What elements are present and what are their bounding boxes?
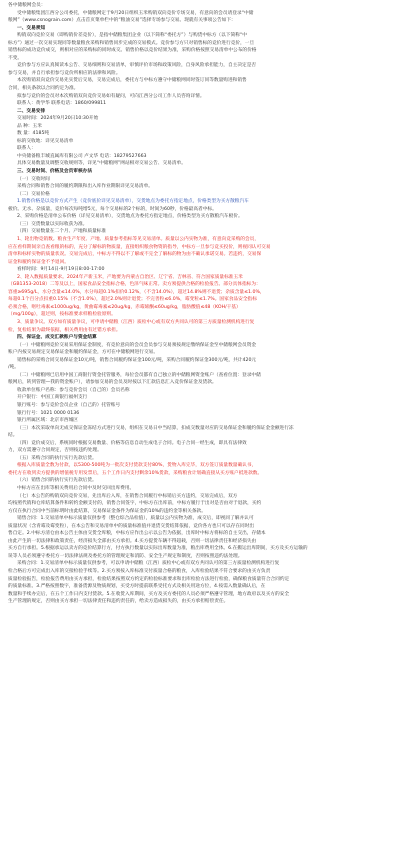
paragraph-line: 由此产生的一切法律和政策责任，经济损失全部由买方承担。4.买方提货车辆不得超载，否则一切法律责任和经济损失由: [8, 538, 257, 544]
paragraph-line: 必须合格，呕吐毒素≤1000ug/kg，黄曲霉毒素≤20ug/kg，赤霉烯酮≤60ug/kg，脂肪酸值≤48（KOH/干基）: [8, 304, 241, 310]
paragraph-line: （七）本公告的购销双向竞价交易，先出库后入库，在销售合同履行中标销后买方违约，交易完成后，双方: [17, 493, 238, 499]
paragraph-line: 粮网后，转到管理—我的资金账户），请参加交易的会员及时按以下汇款信息汇入竞价保证金及货款。: [8, 380, 217, 386]
paragraph-line: 质量状况（含青霉及霉变粒），在本公告和交易清单中的质量标准值并退货交货结算依据，竞价各方也只可以存在同时出: [8, 523, 255, 529]
paragraph-line: 力，双方需遵守合同规定，否则按违约处理。: [8, 448, 102, 454]
paragraph-line: 合同，相关条款以合同约定为准。: [8, 86, 79, 92]
paragraph-line: 中央储备粮丰城直属库有限公司 卢文华 电话：18279527663: [17, 153, 147, 159]
paragraph-line: 标方”）通过一次交易实现同等数量粮食采购和销售同步完成的交易模式。竞价参与方只对销售标的竞价进行竞价，一旦: [8, 40, 255, 46]
paragraph-line: 银行行号：1021 0000 0136: [17, 410, 80, 416]
paragraph-line: 委托方在收到卖方提供的增值税专用发票后，五个工作日内支付剩余10%货款，采购粮食计划确直接从买方账户抵进款数。: [8, 470, 263, 476]
paragraph-line: 根据入库质量全数为付款，以5300-500吨为一批次支付货款支付80%，货物入库完毕，双方签订质量数量确认书，: [17, 463, 257, 469]
paragraph-line: 方仅在执行合同中当前标明时由此结算，交易保证金条件为保证金的10%的违约金等相关条款。: [8, 508, 206, 514]
paragraph-line: 售自定。2.中标方清仓由本公告主体由交货全库粮，中标方应作出公示以公告为依据，出库时中标方将标的自主交出，存储本: [8, 531, 266, 537]
paragraph-line: 购销双向竞价交易（即购销价差竞价），是指中储粮集团企业（以下简称“委托方”）与购货中标方（以下简称“中: [17, 33, 247, 39]
paragraph-line: 3、质量争议。双方如有质量争议，可申请中储粮（江西）质检中心或有双方共同认可的第三方质量检测机构进行复: [17, 319, 255, 325]
paragraph-line: 质量检验报告，检验报告费用由买方承担，检验结果按照双方约定的检验标准要求和出库检验方法进行检验，确保粮食质量符合合同约定: [8, 576, 290, 582]
paragraph-line: 清单和标样实物的质量状况。交易完成后，中标方不得以不了解或不完全了解标的物为由不确认承诺交易。若违约，交易保: [8, 252, 262, 258]
paragraph-line: 数量和手续办完后，在五个工作日内支付货款。5.在收货入库期间，买方及买方委托的人员必须严格遵守管理，地方政府以及买方的安全: [8, 591, 290, 597]
paragraph-line: 开户银行：中国工商银行福州支行: [17, 395, 88, 401]
paragraph-line: 1.销售价格是以竞价方式产生（竞价底价详见交易清单），交货地点为委托方指定地点，价格类型为买方散粮汽车: [17, 199, 249, 205]
section-heading: 二、交易安排: [17, 108, 46, 114]
paragraph-line: 误等人员必须遵守委托方一切法律法规及委托方的管理规定和消防、安全生产规定和制度，否则按照违约法处理。: [8, 553, 243, 559]
paragraph-line: 结。: [8, 433, 18, 439]
paragraph-line: （一）交收时间: [17, 176, 50, 182]
paragraph-line: 交易时间：2024年9月20日10:30开始: [17, 116, 99, 122]
paragraph-line: 1、轮出物竞销数。粮食生产年度、产地、质量参考指标等见交易清单。质量以公内实物为准，有意向竞采购的会员，: [17, 236, 260, 242]
paragraph-line: 账户内按交易规定交易保证金和履约保证金，方可在中储粮网进行交易。: [8, 350, 159, 356]
paragraph-line: 联系人：: [17, 146, 36, 152]
paragraph-line: （mg/100g），超过则，按标准要求样粮检验原则。: [8, 312, 116, 318]
paragraph-line: （二）中储粮网已启用中国工商银行资金托管服务，每位会员都有自己独立的中储粮网资金账户（查看位置：登录中储: [17, 372, 261, 378]
paragraph-line: 各中储粮网会员：: [8, 3, 46, 8]
paragraph-line: （四）竞价成交后，系统同时根据交易数量、价格等信息自动生成电子合同。电子合同一经生成，即具有法律效: [17, 440, 247, 446]
paragraph-line: 拟参与竞价的会员对本次购销双向竞价交易如有疑问，可向江西分公司工作人员咨询详情。: [17, 93, 205, 99]
paragraph-line: 销售合同：1.交易清单中标示质量仅供参考（整仓综合品检值），质量以公内实物为准，成交后，即视同了解并认可: [17, 516, 254, 522]
paragraph-line: 销售标的成功竞价成交，则相对应的采购标的同时成交。销售价格以竞价结果为准，采购价格按照交易清单中公布的价格: [8, 48, 257, 54]
paragraph-line: 容重≥695g/L，水分含量≤14.0%，水分每超0.1%扣价0.12%，（不含14.0%），超过14.8%则不退货；杂质含量≤1.0%，: [8, 289, 265, 295]
paragraph-line: （三）本次采取单向无成交保证金冻结方式进行交易，组织在交易日中当结算，扣成交数量对应的交易保证金和履约保证金金额进行冻: [17, 425, 294, 431]
paragraph-line: 每超0.1个百分点扣重0.15%（不含1.0%），超过2.0%则计退货；不完善粒≤6.0%，霉变粒≤1.7%。国家食品安全指标: [8, 297, 257, 303]
paragraph-line: 联系人：黄学华 联系电话：1860/099811: [17, 101, 107, 107]
paragraph-line: 中标方应在出库等相关费用后合同中及时交回出库费用。: [17, 486, 135, 491]
paragraph-line: （三）交货数量以实际收获为准。: [17, 221, 88, 227]
paragraph-line: 生产管理的规定，否则由买方承担一切法律责任和违约责任的，给卖方造成损失的，由买方承担赔偿责任。: [8, 599, 229, 605]
paragraph-line: 看样时间：9月14日-9月19日8:00-17:00: [17, 267, 105, 273]
paragraph-line: （六）销售合同的执行实行先款后货。: [17, 478, 97, 484]
paragraph-line: 粮网”（www.csnograin.com）点击首页菜单栏中的“粮油交易”选择专场参与交易。现就有关事项公告如下：: [8, 18, 236, 24]
paragraph-line: 证金和履约保证金不予退回。: [8, 259, 69, 265]
paragraph-line: （一）中储粮网竞价交易采用保证金制度，有竞价意向的会员会员参与交易须按规定缴纳保证金至中储粮网会员资金: [17, 342, 257, 348]
paragraph-line: 采购合同：1.交易清单中标示质量仅供参考，可以申请中储粮（江西）质检中心或有双方共同认可的第三方质量检测机构进行复: [17, 561, 280, 567]
paragraph-line: 不变。: [8, 55, 23, 61]
paragraph-line: /吨。: [8, 365, 19, 371]
paragraph-line: （GB1353-2018）二等及以上，国家食品安全指标合格，色泽气味正常。卖方须提供合格的检验报告。部分具体指标为：: [8, 282, 261, 288]
paragraph-line: 收款单位账户名称：参与竞价会员（自己的）会员名称: [17, 387, 130, 393]
section-heading: 四、保证金、成交汇款账户与资金结算: [17, 335, 97, 341]
paragraph-line: 2、采购价格是清单公布价格（详见交易清单），交货地点为委托方指定地点，价格类型为买方散粮汽车板价。: [17, 214, 243, 220]
paragraph-line: 均按照代销和仓库结算条件和转约金额支付的，销售合同签字，中标方在出库前，中标方履行于出对是否由对于退款，买约: [8, 501, 262, 507]
section-heading: 一、交易须知: [17, 25, 46, 31]
paragraph-line: 标的交收地：详见交易清单: [17, 138, 74, 144]
section-heading: 三、交易时间、价格及会员审核办法: [17, 169, 93, 175]
paragraph-line: 销售标的采购合同交易保证金10元/吨，销售合同履约保证金100元/吨，采购合同履约保证金300元/吨，共计420元: [17, 357, 257, 363]
paragraph-line: （二）交易价格: [17, 191, 50, 197]
paragraph-line: 板价。无水、杂质量，竞价每次每吨增5元，每个交易标的2个标的，时间为60秒，价格最高者中标。: [8, 206, 217, 212]
paragraph-line: 2、轮入数据质量要求。2024年产新玉米，产地要为内蒙古自治区、辽宁省、吉林省、符合国家质量标准玉米: [17, 274, 243, 280]
paragraph-line: 本次购销双向竞价交易先实货后交易，交易完成后，委托方与中标方遵守中储粮网同时签订同等数量购进和销售: [17, 78, 247, 84]
paragraph-line: （四）交易数量在二个月、产地和质量标准: [17, 229, 107, 235]
paragraph-line: 具体交易数量及调整交收规则等，详见“中储粮网”网站相对交易公告、交易清单。: [17, 161, 186, 167]
paragraph-line: 检合格后方可完成出入库的交接检验手续等。2.买方须按入库标准交付质量合格的粮食，入库检验结果不符合要求的由买方负责: [8, 569, 271, 575]
paragraph-line: 银行所属区域：北京市西城区: [17, 418, 78, 424]
paragraph-line: 竞价参与方应认真阅读本公告、交易细则和交易清单，审慎评价市场和政策风险，自身风险承担能力，自主决定是否: [17, 63, 257, 69]
paragraph-line: 的质量标准。3.严格按照数字，准备货源及物质规划，买受方时提前联系受托方式及相关用途方位，4.按需入数量确认后，在: [8, 584, 266, 590]
paragraph-line: （五）采购合同的执行实行先款后货。: [17, 455, 97, 461]
paragraph-line: 受中储粮集团江西分公司委托，中储粮网定于9月20日组织玉米购销双向竞价专场交易，有意向的会员请登录“中储: [17, 10, 254, 16]
paragraph-line: 银行账号：参与竞价会员企业（自己的）托管账号: [17, 402, 121, 408]
paragraph-line: 检，复检结果为最终依据，相关费用由有过错方承担。: [8, 327, 121, 333]
paragraph-line: 数 量：4185吨: [17, 131, 50, 137]
paragraph-line: 买方自行承担。5.根据承运以卖方的竞价结算行方，付方执行数量以实际出库数量为准，粮出库费用全体。6.在搬运出库期间，买方及买方运输的: [8, 546, 308, 552]
paragraph-line: 参与交易，并自行承担参与竞价所相应的法律和风险。: [8, 70, 121, 76]
paragraph-line: 应在看样期间亲自查看粮的标的，充分了解标的物质量，直接组织粮食物资的指导，中标方一旦参与竞买投价，则视同认可交易: [8, 244, 271, 250]
paragraph-line: 采购合同和销售合同的履约期限和出入库作业期限详见交易清单。: [17, 184, 153, 190]
paragraph-line: 品 种：玉米: [17, 123, 42, 129]
